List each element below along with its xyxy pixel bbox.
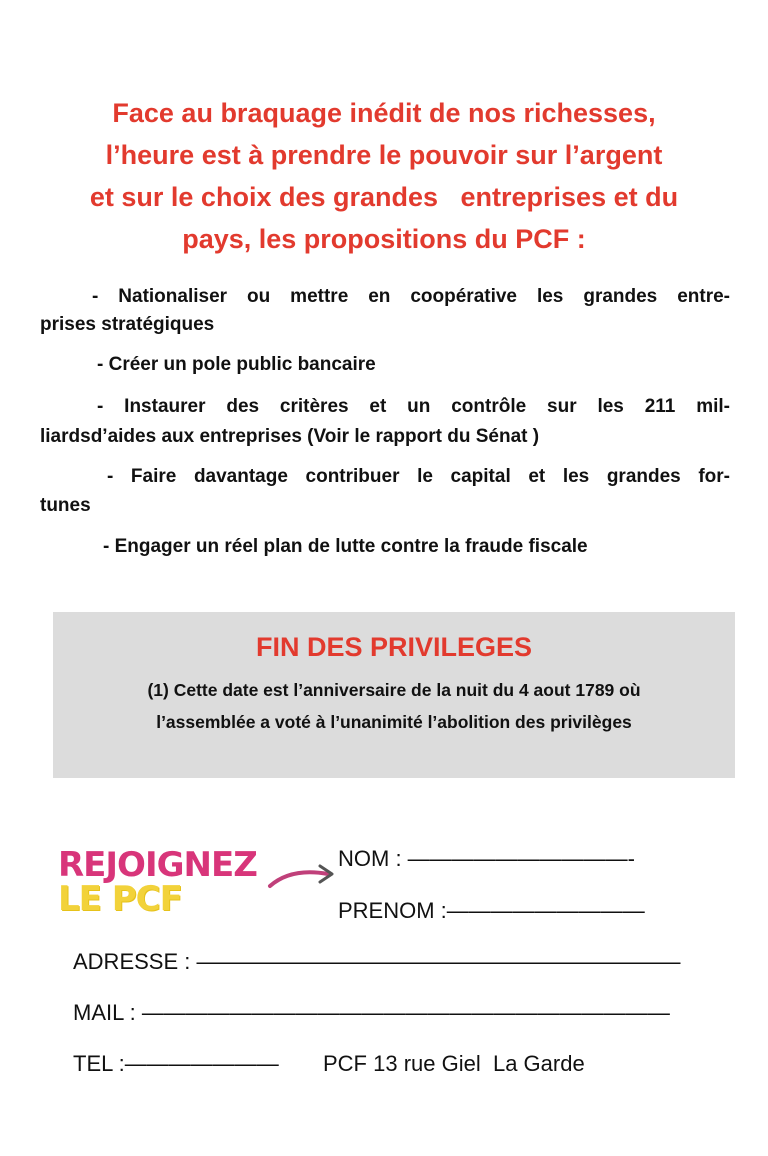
proposal-line: - Nationaliser ou mettre en coopérative les grandes entre-	[92, 286, 730, 307]
headline	[40, 92, 728, 260]
banner-note-line: l’assemblée a voté à l’unanimité l’abolition des privilèges	[156, 712, 632, 732]
proposal-line-cont: liardsd’aides aux entreprises (Voir le rapport du Sénat )	[40, 426, 540, 447]
headline-line: et sur le choix des grandes entreprises et du	[89, 182, 679, 212]
pcf-address: PCF 13 rue Giel La Garde	[323, 1051, 585, 1076]
mail-field[interactable]: MAIL : ————————————————————————	[73, 1000, 670, 1025]
proposal-item	[97, 392, 730, 422]
logo-line: LE PCF	[58, 879, 182, 919]
proposal-line-cont: prises stratégiques	[40, 314, 215, 335]
banner-note	[53, 674, 735, 738]
banner-title: FIN DES PRIVILEGES	[255, 632, 533, 662]
proposal-item	[92, 282, 730, 312]
proposal-line-cont: tunes	[40, 495, 91, 516]
adresse-field[interactable]: ADRESSE : ——————————————————————	[73, 949, 681, 974]
nom-field[interactable]: NOM : ——————————-	[338, 846, 635, 871]
prenom-field[interactable]: PRENOM :—————————	[338, 898, 645, 923]
proposal-line: - Instaurer des critères et un contrôle sur les 211 mil-	[97, 396, 730, 417]
headline-line: l’heure est à prendre le pouvoir sur l’argent	[105, 140, 663, 170]
logo-line: REJOIGNEZ	[58, 845, 257, 885]
headline-line: pays, les propositions du PCF :	[182, 224, 586, 254]
proposal-item	[107, 462, 730, 492]
banner-note-line: (1) Cette date est l’anniversaire de la nuit du 4 aout 1789 où	[147, 680, 641, 700]
proposal-line: - Faire davantage contribuer le capital et les grandes for-	[107, 466, 730, 487]
rejoignez-logo	[58, 845, 257, 920]
proposal-item: - Créer un pole public bancaire	[97, 354, 376, 375]
headline-line: Face au braquage inédit de nos richesses,	[112, 98, 656, 128]
tel-field[interactable]: TEL :———————	[73, 1051, 279, 1076]
proposal-item: - Engager un réel plan de lutte contre la fraude fiscale	[103, 536, 588, 557]
arrow-right-icon	[266, 858, 336, 894]
privileges-banner	[53, 612, 735, 778]
